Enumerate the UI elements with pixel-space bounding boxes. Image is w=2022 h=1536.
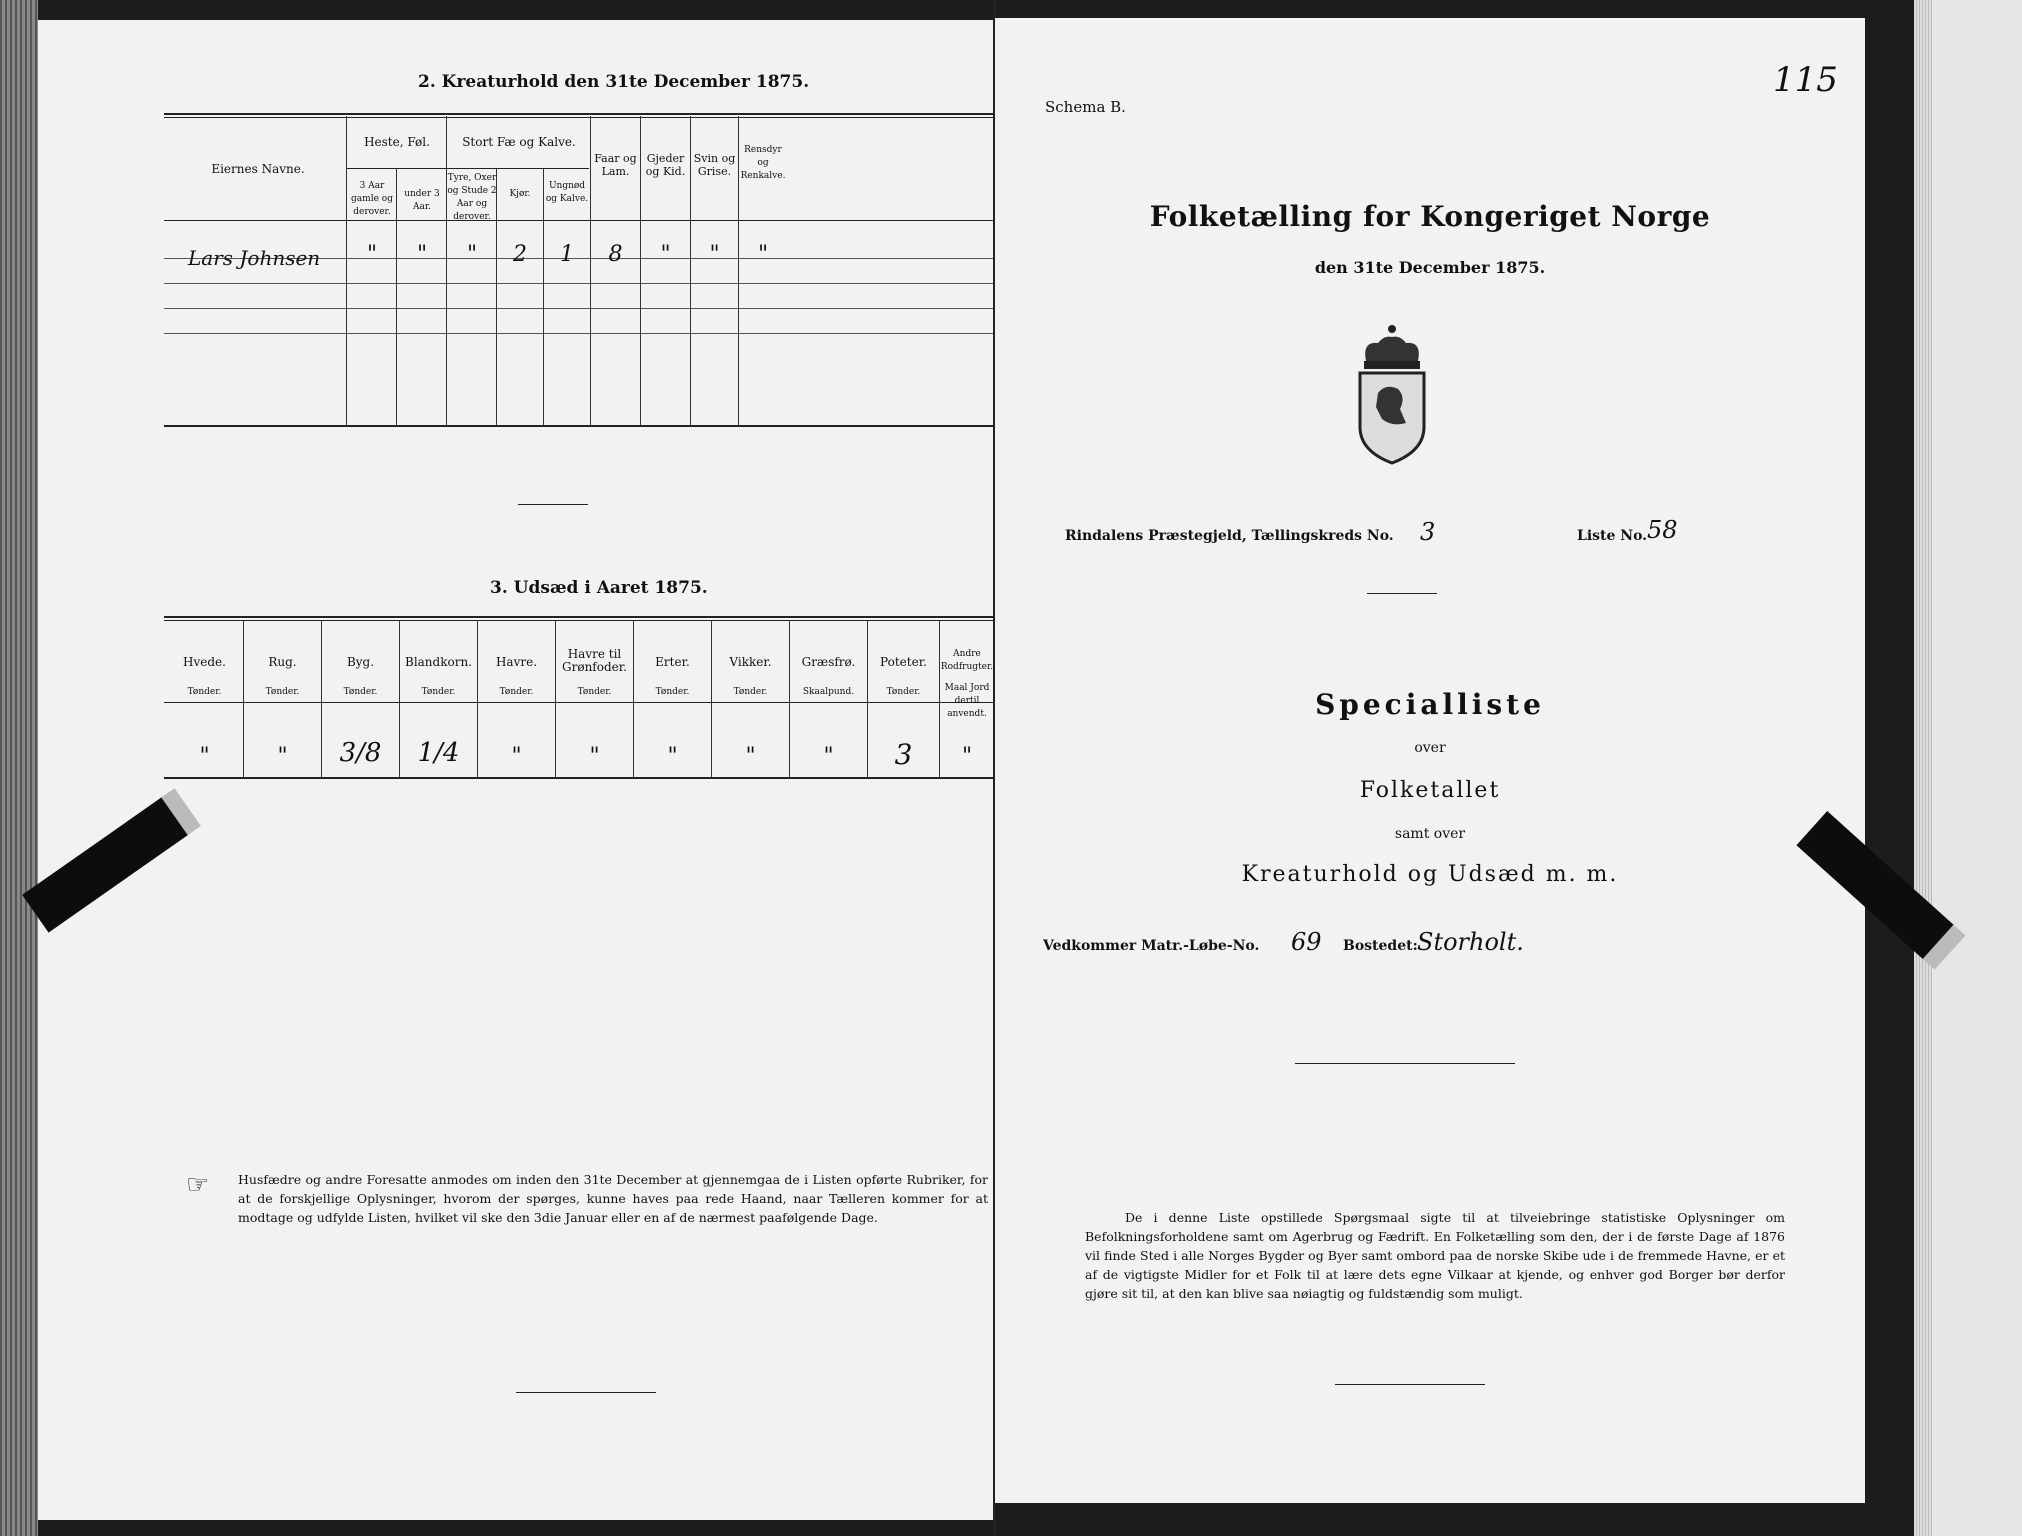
sowing-header: Hvede. (183, 655, 226, 669)
right-page (995, 18, 1865, 1503)
sowing-cell: " (277, 744, 288, 769)
sowing-cell: 1/4 (417, 738, 460, 768)
sowing-cell: 3/8 (339, 738, 382, 768)
group-cattle: Stort Fæ og Kalve. (462, 135, 576, 149)
table-rule (164, 117, 993, 118)
left-page (38, 20, 993, 1520)
sowing-unit: Skaalpund. (802, 687, 855, 697)
col-header: Gjeder og Kid. (645, 152, 686, 178)
col-header: 3 Aar gamle og derover. (351, 181, 393, 217)
sowing-cell: 3 (894, 738, 913, 771)
group-horses: Heste, Føl. (364, 135, 430, 149)
table-rule (164, 702, 993, 703)
table-cell: 8 (608, 242, 623, 267)
col-header: under 3 Aar. (404, 189, 440, 212)
sowing-header: Havre til Grønfoder. (562, 647, 627, 674)
sowing-header: Byg. (346, 655, 375, 669)
sowing-header: Blandkorn. (405, 655, 472, 669)
page-number: 115 (1773, 60, 1838, 100)
matr-no: 69 (1291, 928, 1322, 956)
over-text: over (1414, 740, 1446, 756)
table-rule (164, 283, 993, 284)
list-label: Liste No. (1577, 528, 1648, 544)
sowing-cell: " (199, 744, 210, 769)
parish-label: Rindalens Præstegjeld, Tællingskreds No. (1065, 528, 1394, 544)
table-cell: 1 (560, 242, 574, 267)
sowing-unit: Tønder. (886, 687, 921, 697)
sowing-unit: Tønder. (343, 687, 378, 697)
kreaturhold-text: Kreaturhold og Udsæd m. m. (1241, 862, 1619, 887)
sowing-unit: Tønder. (733, 687, 768, 697)
sowing-header: Vikker. (729, 655, 772, 669)
norway-coat-of-arms-icon (1352, 323, 1432, 465)
schema-label: Schema B. (1045, 98, 1126, 116)
sowing-header: Rug. (268, 655, 297, 669)
col-line (446, 116, 447, 426)
col-line (346, 116, 347, 426)
table-rule (164, 220, 993, 221)
sowing-cell: " (589, 744, 600, 769)
table-cell: " (366, 242, 378, 267)
sowing-unit: Maal Jord dertil anvendt. (944, 683, 990, 719)
specialliste-heading: Specialliste (1315, 688, 1545, 721)
sowing-unit: Tønder. (499, 687, 534, 697)
sowing-title: 3. Udsæd i Aaret 1875. (490, 578, 708, 598)
explanation-paragraph: De i denne Liste opstillede Spørgsmaal sigte til at tilveiebringe statistiske Oplysninger om Befolkningsforholdene samt om Agerbrug og Fædrift. En Folketælling som den, der i de første Dage af 1876 vil finde Sted i alle Norges Bygder og Byer samt ombord paa de norske Skibe ude i de fremmede Havne, er et af de vigtigste Midler for et Folk til at lære dets egne Vilkaar at kjende, og enhver god Borger bør derfor gjøre sit til, at den kan blive saa nøiagtig og fuldstændig som muligt. (1085, 1210, 1785, 1301)
footnote-text: Husfædre og andre Foresatte anmodes om inden den 31te December at gjennemgaa de i Listen opførte Rubriker, for at de forskjellige Oplysninger, hvorom der spørges, kunne haves paa rede Haand, naar Tælleren kommer for at modtage og udfylde Listen, hvilket vil ske den 3die Januar eller en af de nærmest paafølgende Dage. (238, 1172, 988, 1225)
col-header: Kjør. (509, 189, 531, 199)
table-rule (164, 333, 993, 334)
table-rule (164, 113, 993, 115)
bostedet-label: Bostedet: (1343, 938, 1418, 954)
list-no: 58 (1647, 516, 1678, 544)
table-rule (164, 777, 993, 779)
divider (1295, 1063, 1515, 1064)
sowing-unit: Tønder. (265, 687, 300, 697)
table-rule (347, 168, 589, 169)
table-cell: 2 (513, 242, 527, 267)
owner-header: Eiernes Navne. (211, 162, 305, 176)
table-cell: " (416, 242, 428, 267)
sowing-header: Andre Rodfrugter. (940, 649, 993, 672)
table-rule (164, 616, 993, 618)
sowing-unit: Tønder. (187, 687, 222, 697)
sowing-unit: Tønder. (421, 687, 456, 697)
matr-label: Vedkommer Matr.-Løbe-No. (1043, 938, 1260, 954)
sowing-header: Græsfrø. (801, 655, 856, 669)
divider (1367, 593, 1437, 594)
sowing-unit: Tønder. (577, 687, 612, 697)
sowing-header: Erter. (655, 655, 690, 669)
col-header: Tyre, Oxer og Stude 2 Aar og derover. (447, 173, 497, 222)
bostedet-value: Storholt. (1417, 928, 1524, 956)
sowing-cell: " (511, 744, 522, 769)
table-cell: " (757, 242, 769, 267)
folketallet-text: Folketallet (1359, 778, 1501, 803)
table-cell: " (466, 242, 478, 267)
sowing-unit: Tønder. (655, 687, 690, 697)
left-binding-edge (0, 0, 38, 1536)
district-no: 3 (1420, 518, 1436, 546)
sowing-header: Havre. (495, 655, 538, 669)
owner-name: Lars Johnsen (188, 246, 321, 270)
col-header: Rensdyr og Renkalve. (740, 145, 786, 181)
col-header: Svin og Grise. (693, 152, 736, 178)
divider (1335, 1384, 1485, 1385)
samt-over-text: samt over (1394, 826, 1466, 842)
page-title: Folketælling for Kongeriget Norge (1149, 200, 1711, 233)
sowing-header: Poteter. (880, 655, 927, 669)
table-cell: " (660, 242, 671, 267)
pointing-hand-icon: ☞ (186, 1170, 210, 1200)
divider (516, 1392, 656, 1393)
table-rule (164, 425, 993, 427)
page-edges (1914, 0, 1932, 1536)
divider (518, 504, 588, 505)
col-line (543, 168, 544, 426)
col-header: Faar og Lam. (594, 152, 637, 178)
page-subtitle: den 31te December 1875. (1314, 258, 1546, 277)
table-cell: " (709, 242, 720, 267)
livestock-title: 2. Kreaturhold den 31te December 1875. (418, 72, 810, 92)
col-header: Ungnød og Kalve. (545, 181, 589, 204)
table-rule (164, 620, 993, 621)
sowing-cell: " (961, 744, 973, 769)
right-margin-strip (1932, 0, 2022, 1536)
sowing-cell: " (823, 744, 834, 769)
sowing-cell: " (745, 744, 756, 769)
table-rule (164, 308, 993, 309)
sowing-cell: " (667, 744, 678, 769)
